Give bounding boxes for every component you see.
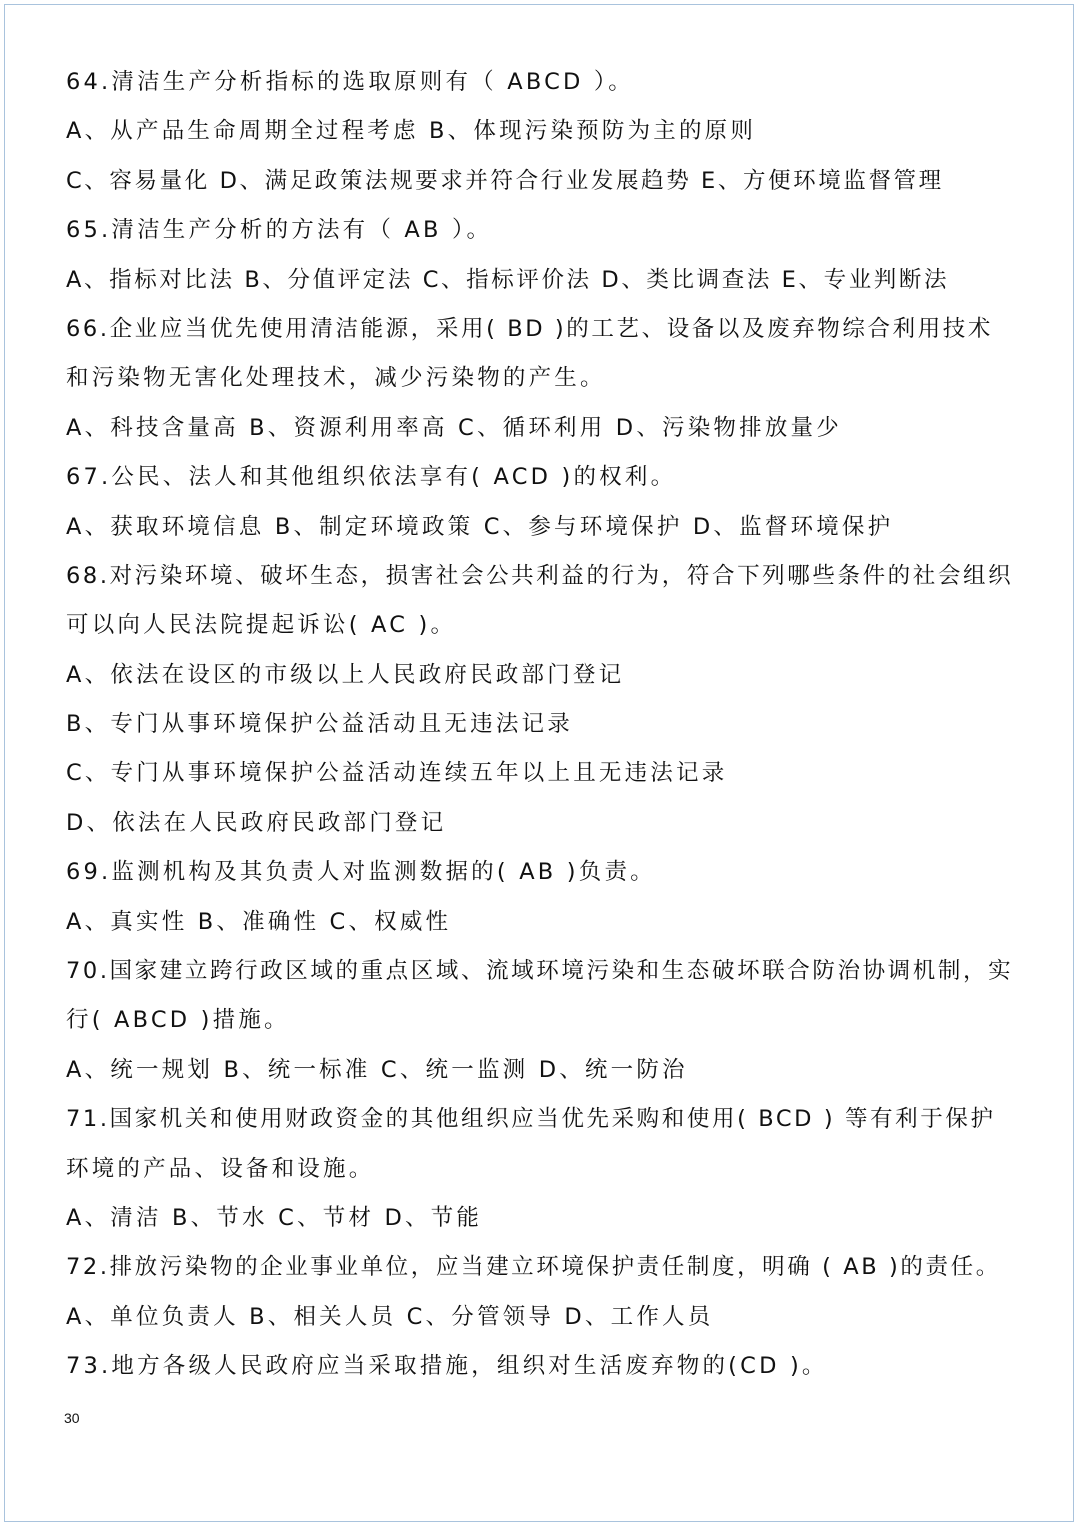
page-number: 30 bbox=[64, 1410, 80, 1426]
question-72: 72.排放污染物的企业事业单位，应当建立环境保护责任制度，明确 ( AB )的责任。 bbox=[66, 1254, 1001, 1281]
options-72: A、单位负责人 B、相关人员 C、分管领导 D、工作人员 bbox=[66, 1303, 714, 1330]
options-65: A、指标对比法 B、分值评定法 C、指标评价法 D、类比调查法 E、专业判断法 bbox=[66, 266, 950, 293]
option-68-b: B、专门从事环境保护公益活动且无违法记录 bbox=[66, 711, 573, 738]
question-68-line-2: 可以向人民法院提起诉讼( AC )。 bbox=[66, 612, 457, 639]
option-68-a: A、依法在设区的市级以上人民政府民政部门登记 bbox=[66, 661, 625, 688]
options-67: A、获取环境信息 B、制定环境政策 C、参与环境保护 D、监督环境保护 bbox=[66, 513, 894, 540]
option-68-c: C、专门从事环境保护公益活动连续五年以上且无违法记录 bbox=[66, 760, 728, 787]
options-71: A、清洁 B、节水 C、节材 D、节能 bbox=[66, 1204, 483, 1231]
question-71-line-1: 71.国家机关和使用财政资金的其他组织应当优先采购和使用( BCD ) 等有利于保护 bbox=[66, 1106, 996, 1133]
question-66-line-2: 和污染物无害化处理技术，减少污染物的产生。 bbox=[66, 365, 606, 392]
options-66: A、科技含量高 B、资源利用率高 C、循环利用 D、污染物排放量少 bbox=[66, 414, 842, 441]
option-68-d: D、依法在人民政府民政部门登记 bbox=[66, 809, 447, 836]
options-70: A、统一规划 B、统一标准 C、统一监测 D、统一防治 bbox=[66, 1056, 688, 1083]
question-69: 69.监测机构及其负责人对监测数据的( AB )负责。 bbox=[66, 859, 656, 886]
question-67: 67.公民、法人和其他组织依法享有( ACD )的权利。 bbox=[66, 464, 677, 491]
question-70-line-2: 行( ABCD )措施。 bbox=[66, 1007, 290, 1034]
question-73: 73.地方各级人民政府应当采取措施，组织对生活废弃物的(CD )。 bbox=[66, 1353, 828, 1380]
question-70-line-1: 70.国家建立跨行政区域的重点区域、流域环境污染和生态破坏联合防治协调机制，实 bbox=[66, 958, 1014, 985]
question-64: 64.清洁生产分析指标的选取原则有（ ABCD ）。 bbox=[66, 69, 635, 95]
options-64-line-2: C、容易量化 D、满足政策法规要求并符合行业发展趋势 E、方便环境监督管理 bbox=[66, 167, 944, 194]
question-71-line-2: 环境的产品、设备和设施。 bbox=[66, 1155, 375, 1182]
question-65: 65.清洁生产分析的方法有（ AB ）。 bbox=[66, 217, 493, 244]
options-64-line-1: A、从产品生命周期全过程考虑 B、体现污染预防为主的原则 bbox=[66, 118, 757, 145]
options-69: A、真实性 B、准确性 C、权威性 bbox=[66, 908, 452, 935]
question-66-line-1: 66.企业应当优先使用清洁能源，采用( BD )的工艺、设备以及废弃物综合利用技术 bbox=[66, 315, 994, 342]
document-body bbox=[66, 58, 1026, 1392]
question-68-line-1: 68.对污染环境、破坏生态，损害社会公共利益的行为，符合下列哪些条件的社会组织 bbox=[66, 562, 1014, 589]
